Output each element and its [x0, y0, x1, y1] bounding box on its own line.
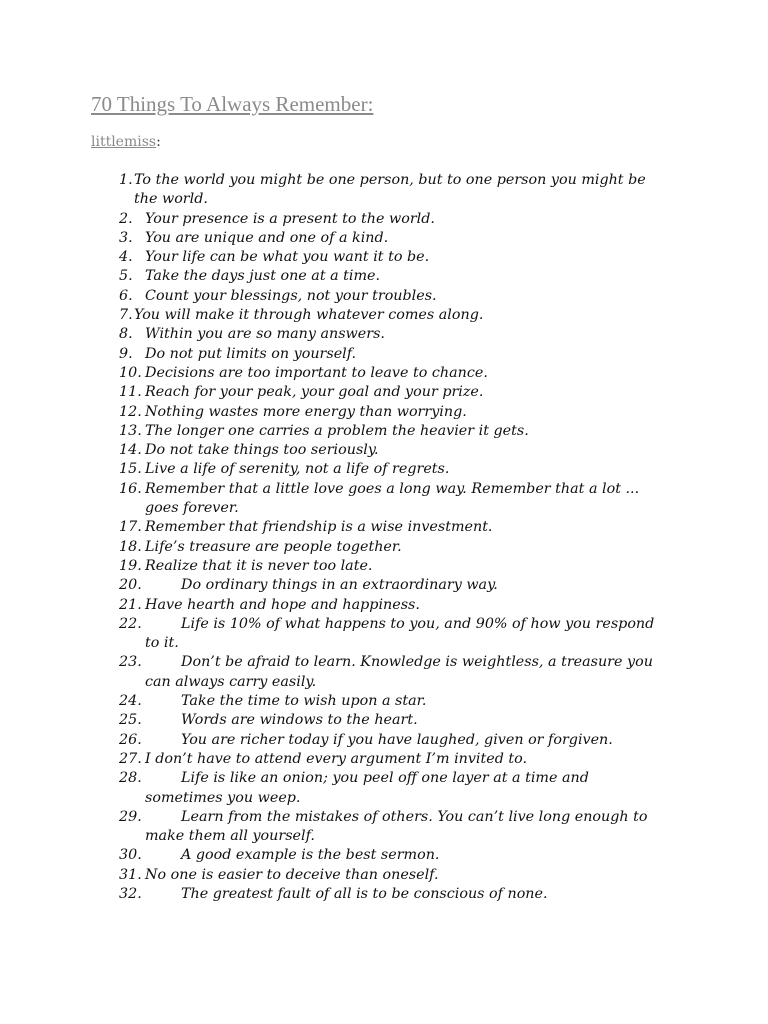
- list-item: [119, 460, 679, 479]
- author-link[interactable]: littlemiss: [91, 134, 157, 150]
- item-text-line: goes forever.: [145, 500, 239, 517]
- item-number: 12.: [119, 403, 142, 420]
- item-text-line: You are unique and one of a kind.: [145, 229, 389, 246]
- list-item: [119, 267, 679, 286]
- item-text-line: You will make it through whatever comes along.: [134, 307, 484, 324]
- item-number: 3.: [119, 229, 133, 246]
- list-item: [119, 769, 679, 808]
- list-item: [119, 750, 679, 769]
- item-text-line: Within you are so many answers.: [145, 326, 385, 343]
- list-item: [119, 731, 679, 750]
- list-item: [119, 287, 679, 306]
- item-text-line: Do ordinary things in an extraordinary way.: [181, 577, 498, 594]
- item-text-line: No one is easier to deceive than oneself.: [145, 866, 439, 883]
- list-item: [119, 364, 679, 383]
- item-number: 21.: [119, 596, 142, 613]
- list-item: [119, 596, 679, 615]
- item-text-line: Do not take things too seriously.: [145, 442, 379, 459]
- list-item: [119, 866, 679, 885]
- item-number: 32.: [119, 885, 142, 902]
- item-number: 29.: [119, 808, 142, 825]
- remember-list: [119, 171, 679, 904]
- item-text-line: Life is like an onion; you peel off one layer at a time and: [181, 770, 589, 787]
- item-number: 19.: [119, 557, 142, 574]
- item-text-line: I don’t have to attend every argument I’m invited to.: [145, 750, 528, 767]
- item-number: 14.: [119, 442, 142, 459]
- item-number: 5.: [119, 268, 133, 285]
- list-item: [119, 248, 679, 267]
- item-text-line: Take the days just one at a time.: [145, 268, 381, 285]
- item-text-line: Count your blessings, not your troubles.: [145, 287, 437, 304]
- item-text-line: Life is 10% of what happens to you, and 90% of how you respond: [181, 615, 655, 632]
- item-number: 13.: [119, 422, 142, 439]
- item-text-line: Learn from the mistakes of others. You can’t live long enough to: [181, 808, 648, 825]
- list-item: [119, 846, 679, 865]
- list-item: [119, 325, 679, 344]
- item-number: 1.: [119, 172, 133, 188]
- list-item: [119, 480, 679, 519]
- item-text-line: To the world you might be one person, but to one person you might be: [134, 172, 646, 188]
- item-text-line: Remember that a little love goes a long way. Remember that a lot ...: [145, 480, 640, 497]
- item-number: 18.: [119, 538, 142, 555]
- item-text-line: can always carry easily.: [145, 673, 317, 690]
- list-item: [119, 210, 679, 229]
- item-number: 22.: [119, 615, 142, 632]
- item-text-line: Life’s treasure are people together.: [145, 538, 402, 555]
- list-item: [119, 518, 679, 537]
- item-text-line: Nothing wastes more energy than worrying.: [145, 403, 467, 420]
- item-text-line: Don’t be afraid to learn. Knowledge is weightless, a treasure you: [181, 654, 653, 671]
- list-item: [119, 441, 679, 460]
- item-number: 2.: [119, 210, 133, 227]
- item-number: 11.: [119, 384, 142, 401]
- item-text-line: Take the time to wish upon a star.: [181, 693, 427, 710]
- item-number: 30.: [119, 847, 142, 864]
- item-text-line: Do not put limits on yourself.: [145, 345, 357, 362]
- item-text-line: Reach for your peak, your goal and your prize.: [145, 384, 484, 401]
- list-item: [119, 808, 679, 847]
- list-item: [119, 885, 679, 904]
- list-item: [119, 403, 679, 422]
- author-suffix: :: [156, 134, 161, 150]
- item-number: 25.: [119, 712, 142, 729]
- item-number: 15.: [119, 461, 142, 478]
- item-number: 6.: [119, 287, 133, 304]
- item-text-line: The longer one carries a problem the heavier it gets.: [145, 422, 529, 439]
- item-number: 23.: [119, 654, 142, 671]
- item-number: 26.: [119, 731, 142, 748]
- list-item: [119, 345, 679, 364]
- item-text-line: Have hearth and hope and happiness.: [145, 596, 420, 613]
- item-text-line: Decisions are too important to leave to chance.: [145, 364, 488, 381]
- item-number: 17.: [119, 519, 142, 536]
- list-item: [119, 229, 679, 248]
- list-item: [119, 383, 679, 402]
- item-text-line: Live a life of serenity, not a life of regrets.: [145, 461, 450, 478]
- page-title: 70 Things To Always Remember:: [91, 92, 374, 116]
- item-text-line: the world.: [134, 191, 208, 208]
- item-text-line: sometimes you weep.: [145, 789, 301, 806]
- list-item: [119, 557, 679, 576]
- list-item: [119, 538, 679, 557]
- list-item: [119, 692, 679, 711]
- item-number: 8.: [119, 326, 133, 343]
- list-item: [119, 422, 679, 441]
- item-number: 24.: [119, 693, 142, 710]
- item-text-line: Realize that it is never too late.: [145, 557, 373, 574]
- list-item: [119, 615, 679, 654]
- item-number: 4.: [119, 249, 133, 266]
- item-number: 20.: [119, 577, 142, 594]
- item-number: 9.: [119, 345, 133, 362]
- list-item: [119, 171, 679, 210]
- item-text-line: You are richer today if you have laughed, given or forgiven.: [181, 731, 613, 748]
- item-text-line: A good example is the best sermon.: [181, 847, 440, 864]
- item-number: 7.: [119, 307, 133, 324]
- item-text-line: Remember that friendship is a wise investment.: [145, 519, 493, 536]
- list-item: [119, 306, 679, 325]
- item-text-line: Words are windows to the heart.: [181, 712, 418, 729]
- list-item: [119, 711, 679, 730]
- item-number: 16.: [119, 480, 142, 497]
- list-item: [119, 653, 679, 692]
- item-number: 27.: [119, 750, 142, 767]
- item-number: 31.: [119, 866, 142, 883]
- item-text-line: make them all yourself.: [145, 828, 315, 845]
- item-text-line: to it.: [145, 635, 179, 652]
- item-text-line: Your life can be what you want it to be.: [145, 249, 430, 266]
- list-item: [119, 576, 679, 595]
- item-number: 10.: [119, 364, 142, 381]
- item-text-line: Your presence is a present to the world.: [145, 210, 435, 227]
- author-line: [91, 134, 161, 150]
- item-text-line: The greatest fault of all is to be conscious of none.: [181, 885, 548, 902]
- item-number: 28.: [119, 770, 142, 787]
